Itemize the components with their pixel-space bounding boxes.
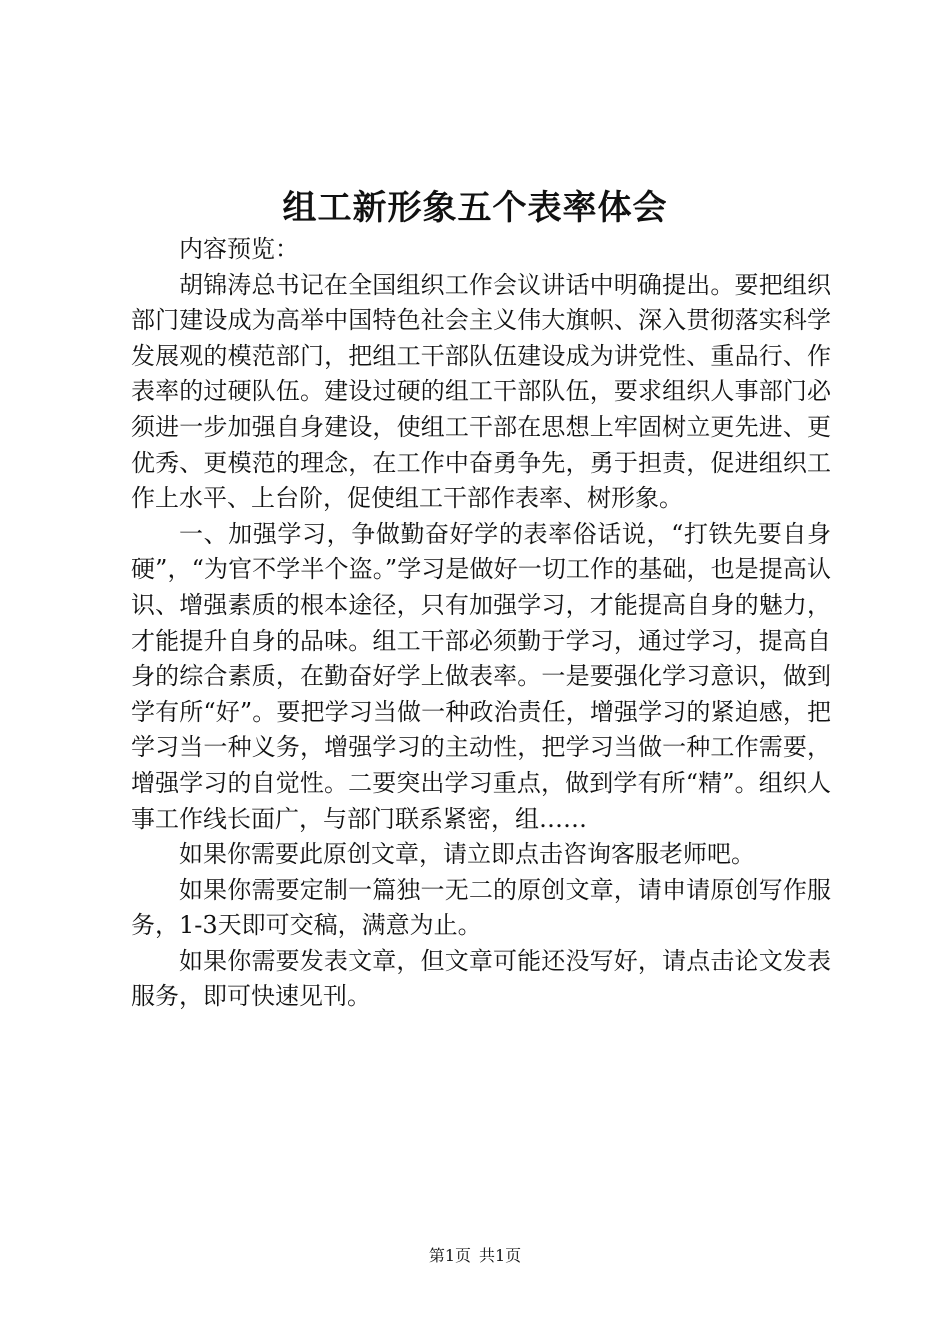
- paragraph-study: 一、加强学习，争做勤奋好学的表率俗话说，“打铁先要自身硬”，“为官不学半个盗。”学习是做好一切工作的基础，也是提高认识、增强素质的根本途径，只有加强学习，才能提高自身的魅力，才能提升自身的品味。组工干部必须勤于学习，通过学习，提高自身的综合素质，在勤奋好学上做表率。一是要强化学习意识，做到学有所“好”。要把学习当做一种政治责任，增强学习的紧迫感，把学习当一种义务，增强学习的主动性，把学习当做一种工作需要，增强学习的自觉性。二要突出学习重点，做到学有所“精”。组织人事工作线长面广，与部门联系紧密，组……: [131, 519, 831, 833]
- paragraph-consult-link[interactable]: 如果你需要此原创文章，请立即点击咨询客服老师吧。: [179, 840, 755, 869]
- page-number: 第1页: [428, 1246, 471, 1265]
- document-title: 组工新形象五个表率体会: [282, 188, 668, 228]
- page-footer: [0, 1245, 950, 1267]
- paragraph-intro: 胡锦涛总书记在全国组织工作会议讲话中明确提出。要把组织部门建设成为高举中国特色社会主义伟大旗帜、深入贯彻落实科学发展观的模范部门，把组工干部队伍建设成为讲党性、重品行、作表率的过硬队伍。建设过硬的组工干部队伍，要求组织人事部门必须进一步加强自身建设，使组工干部在思想上牢固树立更先进、更优秀、更模范的理念，在工作中奋勇争先，勇于担责，促进组织工作上水平、上台阶，促使组工干部作表率、树形象。: [131, 270, 831, 513]
- paragraph-custom-writing[interactable]: 如果你需要定制一篇独一无二的原创文章，请申请原创写作服务，1-3天即可交稿，满意为止。: [131, 875, 831, 940]
- document-body: [131, 232, 831, 1015]
- preview-label: 内容预览：: [179, 235, 299, 263]
- paragraph-publishing[interactable]: 如果你需要发表文章，但文章可能还没写好，请点击论文发表服务，即可快速见刊。: [131, 946, 831, 1011]
- page-total: 共1页: [479, 1246, 522, 1265]
